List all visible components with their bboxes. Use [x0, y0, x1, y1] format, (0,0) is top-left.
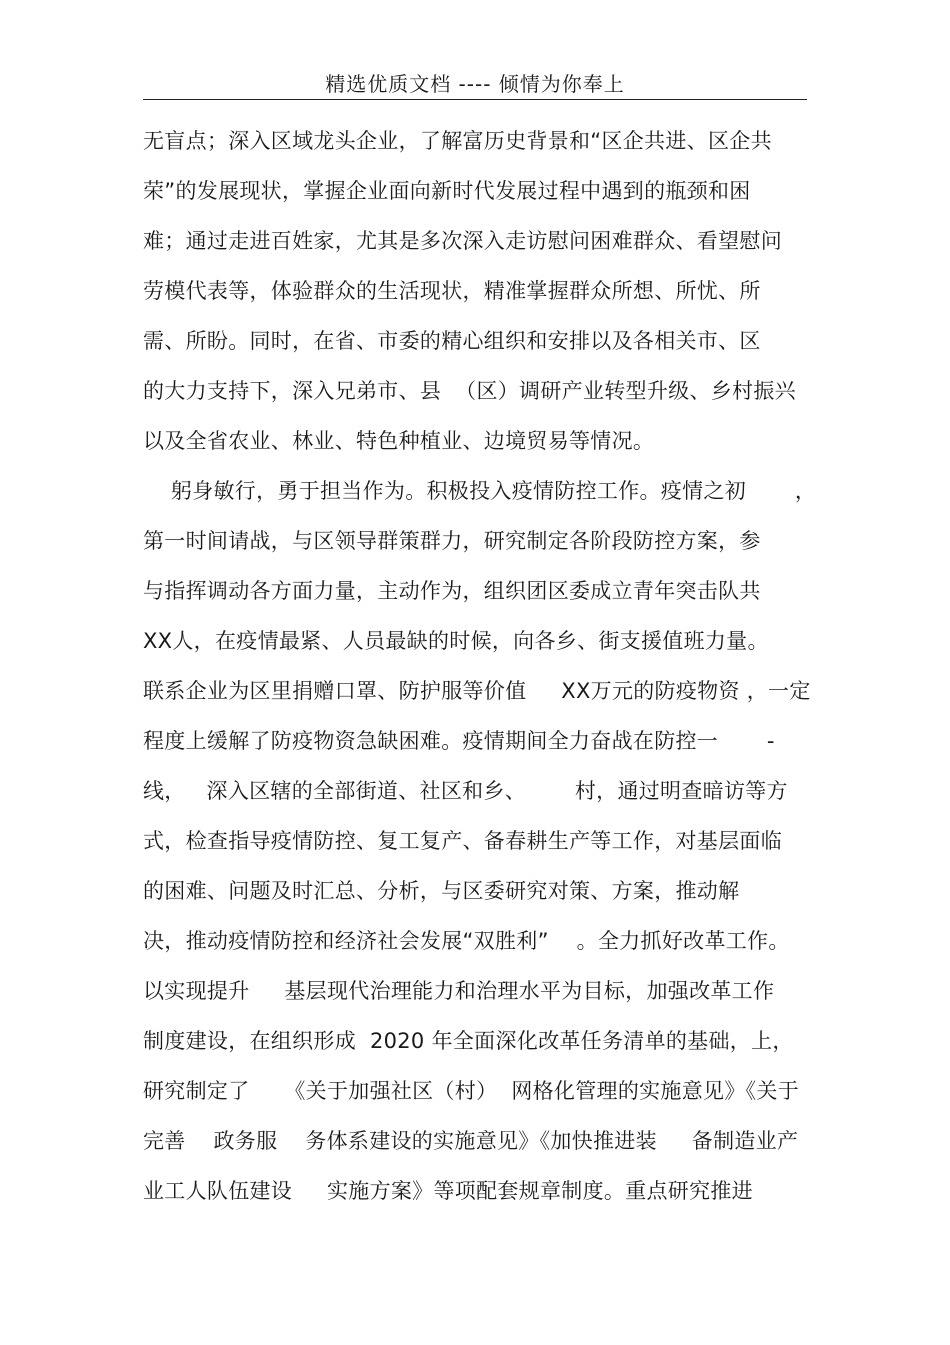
body-line: 决，推动疫情防控和经济社会发展“双胜利” 。全力抓好改革工作。 [143, 929, 790, 953]
body-line: 与指挥调动各方面力量，主动作为，组织团区委成立青年突击队共 [143, 579, 761, 603]
body-line: 联系企业为区里捐赠口罩、防护服等价值 XX万元的防疫物资 ，一定 [143, 679, 811, 703]
body-line: 业工人队伍建设 实施方案》等项配套规章制度。重点研究推进 [143, 1179, 753, 1203]
body-line: 荣”的发展现状，掌握企业面向新时代发展过程中遇到的瓶颈和困 [143, 179, 751, 203]
body-line: 完善 政务服 务体系建设的实施意见》《加快推进装 备制造业产 [143, 1129, 799, 1153]
body-line: 以及全省农业、林业、特色种植业、边境贸易等情况。 [143, 429, 655, 453]
body-line: 的大力支持下，深入兄弟市、县 （区）调研产业转型升级、乡村振兴 [143, 379, 796, 403]
document-header: 精选优质文档 ---- 倾情为你奉上 [325, 72, 625, 96]
body-line: 以实现提升 基层现代治理能力和治理水平为目标，加强改革工作 [143, 979, 775, 1003]
body-line: 劳模代表等，体验群众的生活现状，精准掌握群众所想、所忧、所 [143, 279, 761, 303]
body-line: 式，检查指导疫情防控、复工复产、备春耕生产等工作，对基层面临 [143, 829, 782, 853]
body-line: 线， 深入区辖的全部街道、社区和乡、 村，通过明查暗访等方 [143, 779, 788, 803]
header-rule [143, 99, 807, 100]
body-line: 制度建设，在组织形成 2020 年全面深化改革任务清单的基础，上， [143, 1029, 794, 1053]
body-line: 难；通过走进百姓家，尤其是多次深入走访慰问困难群众、看望慰问 [143, 229, 782, 253]
body-line: 躬身敏行，勇于担当作为。积极投入疫情防控工作。疫情之初 ， [143, 479, 817, 503]
body-line: 第一时间请战，与区领导群策群力，研究制定各阶段防控方案，参 [143, 529, 761, 553]
body-line: 无盲点；深入区域龙头企业，了解富历史背景和“区企共进、区企共 [143, 129, 772, 153]
body-line: XX人，在疫情最紧、人员最缺的时候，向各乡、街支援值班力量。 [143, 629, 769, 653]
body-line: 的困难、问题及时汇总、分析，与区委研究对策、方案，推动解 [143, 879, 740, 903]
body-line: 研究制定了 《关于加强社区（村） 网格化管理的实施意见》《关于 [143, 1079, 800, 1103]
body-line: 程度上缓解了防疫物资急缺困难。疫情期间全力奋战在防控一 - [143, 729, 775, 753]
body-line: 需、所盼。同时，在省、市委的精心组织和安排以及各相关市、区 [143, 329, 761, 353]
